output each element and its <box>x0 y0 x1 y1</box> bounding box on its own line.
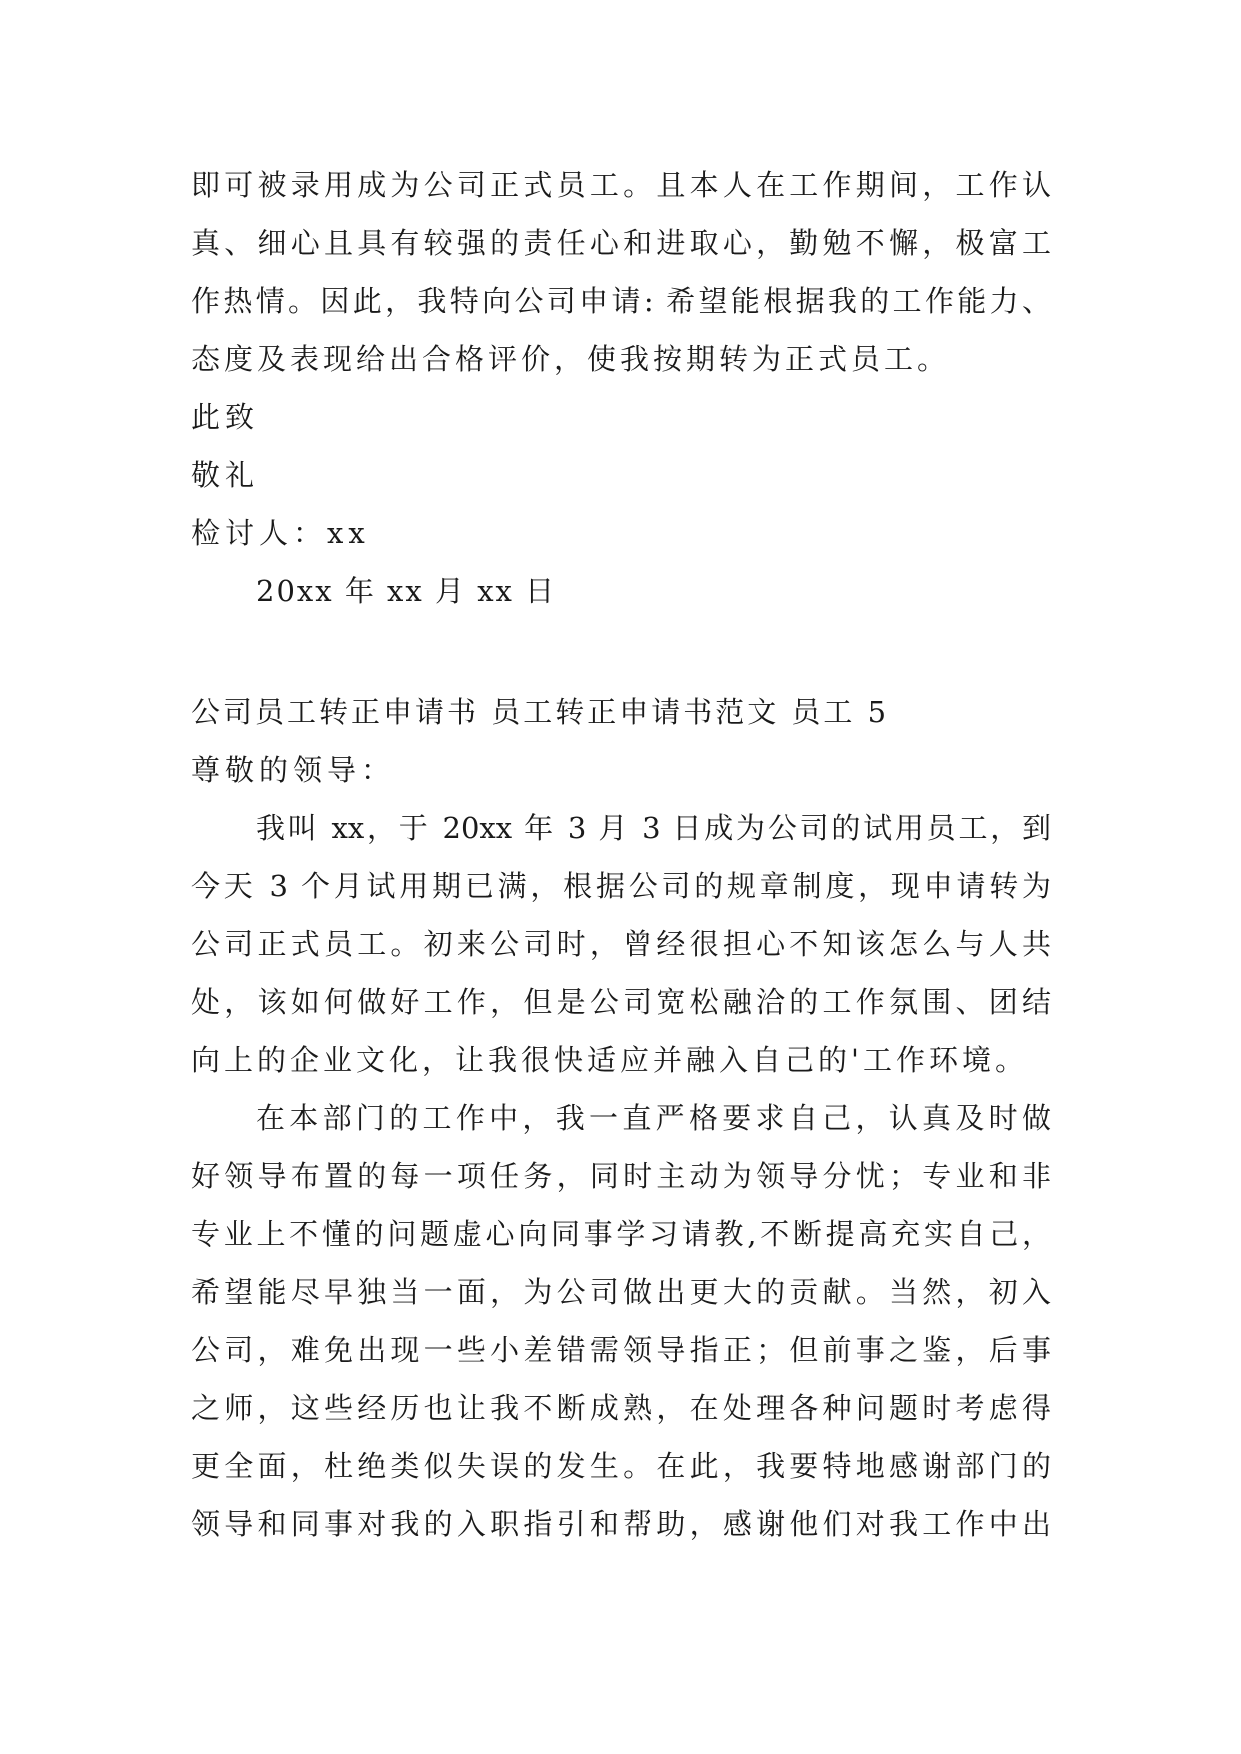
paragraph-1-line-3: 作热情。因此，我特向公司申请: 希望能根据我的工作能力、 <box>191 284 1051 318</box>
paragraph-1-line-1: 即可被录用成为公司正式员工。且本人在工作期间，工作认 <box>191 168 1051 202</box>
paragraph-3-line-4: 希望能尽早独当一面，为公司做出更大的贡献。当然，初入 <box>191 1275 1051 1309</box>
closing-line-1: 此致 <box>191 400 260 434</box>
paragraph-1-line-4: 态度及表现给出合格评价，使我按期转为正式员工。 <box>191 342 951 376</box>
paragraph-3-line-3: 专业上不懂的问题虚心向同事学习请教,不断提高充实自己， <box>191 1217 1051 1251</box>
salutation: 尊敬的领导： <box>191 753 396 787</box>
closing-line-2: 敬礼 <box>191 458 260 492</box>
paragraph-2-line-2: 今天 3 个月试用期已满，根据公司的规章制度，现申请转为 <box>191 869 1051 903</box>
paragraph-3-line-6: 之师，这些经历也让我不断成熟，在处理各种问题时考虑得 <box>191 1391 1051 1425</box>
paragraph-2-line-5: 向上的企业文化，让我很快适应并融入自己的'工作环境。 <box>191 1043 1028 1077</box>
paragraph-1-line-2: 真、细心且具有较强的责任心和进取心，勤勉不懈，极富工 <box>191 226 1051 260</box>
paragraph-3-line-2: 好领导布置的每一项任务，同时主动为领导分忧；专业和非 <box>191 1159 1051 1193</box>
date-line: 20xx 年 xx 月 xx 日 <box>256 574 557 608</box>
paragraph-3-line-5: 公司，难免出现一些小差错需领导指正；但前事之鉴，后事 <box>191 1333 1051 1367</box>
section-title: 公司员工转正申请书 员工转正申请书范文 员工 5 <box>191 695 890 729</box>
paragraph-3-line-8: 领导和同事对我的入职指引和帮助，感谢他们对我工作中出 <box>191 1507 1051 1541</box>
paragraph-2-line-1: 我叫 xx，于 20xx 年 3 月 3 日成为公司的试用员工，到 <box>256 811 1051 845</box>
paragraph-3-line-1: 在本部门的工作中，我一直严格要求自己，认真及时做 <box>256 1101 1051 1135</box>
paragraph-2-line-4: 处，该如何做好工作，但是公司宽松融洽的工作氛围、团结 <box>191 985 1051 1019</box>
paragraph-2-line-3: 公司正式员工。初来公司时，曾经很担心不知该怎么与人共 <box>191 927 1051 961</box>
signer-line: 检讨人：xx <box>191 516 370 550</box>
paragraph-3-line-7: 更全面，杜绝类似失误的发生。在此，我要特地感谢部门的 <box>191 1449 1051 1483</box>
